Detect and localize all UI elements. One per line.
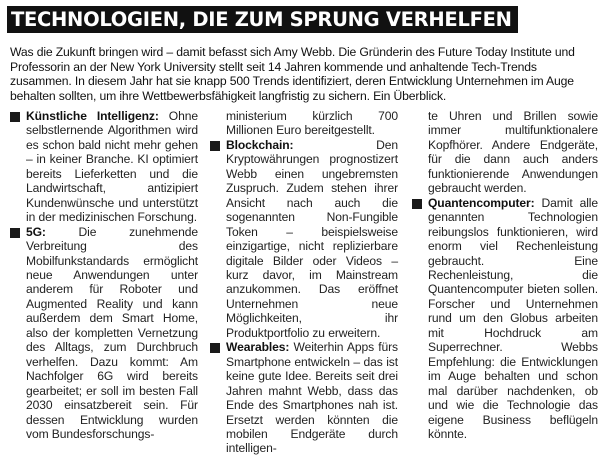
item-term: Blockchain:: [226, 137, 294, 152]
list-item-ki: [10, 109, 198, 225]
list-item-quantencomputer: [412, 196, 598, 442]
list-item-wearables-continued: te Uhren und Brillen sowie immer multifunktionalere Kopfhörer. Andere Endgeräte, für die dann auch anders funktionierende Anwendungen gebraucht werden.: [428, 109, 598, 196]
item-term: Künstliche Intelligenz:: [26, 109, 159, 123]
square-bullet-icon: [210, 343, 220, 353]
item-term: 5G:: [26, 224, 46, 239]
square-bullet-icon: [10, 228, 20, 238]
square-bullet-icon: [210, 141, 220, 151]
list-item-5g-continued: ministerium kürzlich 700 Millionen Euro bereitgestellt.: [226, 109, 398, 138]
item-text: Damit alle genannten Technologien reibungslos funktionieren, wird enorm viel Rechenleistung gebraucht. Eine Rechenleistung, die Quantencomputer bieten sollen. Forscher und Unternehmen rund um den Globus arbeiten mit Hochdruck am Superrechner. Webbs Empfehlung: die Entwicklungen im Auge behalten und schon mal darüber nachdenken, ob und wie die Technologie das eigene Business beflügeln könnte.: [428, 195, 598, 441]
list-item-wearables: [210, 340, 398, 456]
column-3: [412, 109, 598, 441]
square-bullet-icon: [10, 112, 20, 122]
headline: TECHNOLOGIEN, DIE ZUM SPRUNG VERHELFEN: [7, 6, 518, 33]
square-bullet-icon: [412, 199, 422, 209]
item-text: Weiterhin Apps fürs Smartphone entwickeln – das ist keine gute Idee. Bereits seit drei Jahren mahnt Webb, dass das Ende des Smartphones nah ist. Ersetzt werden könnten die mobilen Endgeräte durch intelligen-: [226, 340, 398, 456]
list-item-5g: [10, 225, 198, 442]
item-term: Quantencomputer:: [428, 195, 535, 210]
list-item-blockchain: [210, 138, 398, 340]
column-1: [10, 109, 198, 441]
item-text: Den Kryptowährungen prognostizert Webb einen ungebremsten Zuspruch. Zudem stehen ihrer Ansicht nach auch die sogenannten Non-Fungible Token – beispielsweise einzigartige, nicht replizierbare digitale Bilder oder Videos – kurz davor, im Mainstream anzukommen. Das eröffnet Unternehmen neue Möglichkeiten, ihr Produktportfolio zu erweitern.: [226, 137, 398, 340]
item-text: Die zunehmende Verbreitung des Mobilfunkstandards ermöglicht neue Anwendungen unter anderem für Roboter und Augmented Reality und kann außerdem dem Smart Home, also der kompletten Vernetzung des Alltags, zum Durchbruch verhelfen. Dazu kommt: Am Nachfolger 6G wird bereits gearbeitet; er soll im besten Fall 2030 einsatzbereit sein. Für dessen Entwicklung wurden vom Bundesforschungs-: [26, 224, 198, 441]
column-2: [210, 109, 398, 456]
item-term: Wearables:: [226, 340, 290, 355]
item-text: Ohne selbstlernende Algorithmen wird es schon bald nicht mehr gehen – in keiner Branche. KI optimiert bereits Lieferketten und die Landwirtschaft, antizipiert Kundenwünsche und unterstützt in der medizinischen Forschung.: [26, 109, 198, 225]
intro-paragraph: Was die Zukunft bringen wird – damit befasst sich Amy Webb. Die Gründerin des Future Today Institute und Professorin an der New York University stellt seit 14 Jahren kommende und anhaltende Tech-Trends zusammen. In diesem Jahr hat sie knapp 500 Trends identifiziert, deren Entwicklung Unternehmen im Auge behalten sollten, um ihre Wettbewerbsfähigkeit langfristig zu sichern. Ein Überblick.: [10, 45, 575, 103]
